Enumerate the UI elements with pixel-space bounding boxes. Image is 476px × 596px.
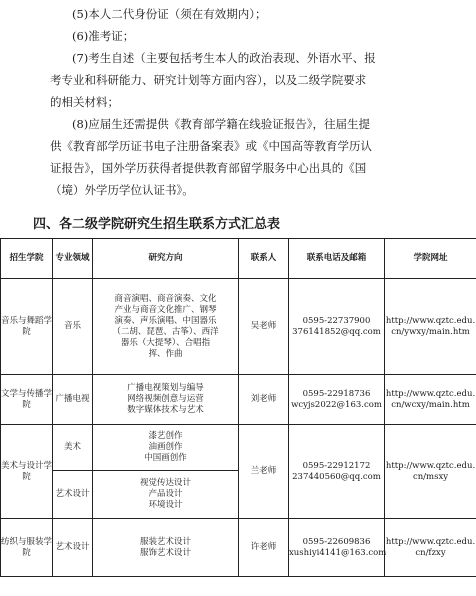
table-row	[1, 279, 476, 375]
header-contact: 联系人	[239, 239, 289, 279]
item-5: (5)本人二代身份证（须在有效期内）；	[72, 7, 267, 21]
phone-email-cell	[289, 279, 385, 375]
phone-number: 0595-22609836	[302, 536, 371, 547]
direction-line: 环境设计	[148, 500, 183, 510]
contact-cell: 许老师	[239, 519, 289, 577]
direction-line: 器乐（大提琴）、合唱指	[120, 337, 211, 348]
contact-table	[0, 238, 476, 577]
header-website: 学院网址	[385, 239, 476, 279]
direction-line: 油画创作	[148, 442, 183, 452]
contact-cell: 吴老师	[239, 279, 289, 375]
phone-number: 0595-22918736	[302, 388, 371, 399]
direction-line: 产业与商音文化推广、钢琴	[114, 304, 217, 315]
phone-number: 0595-22912172	[302, 460, 371, 471]
email-link[interactable]: wcyjs2022@163.com	[291, 399, 382, 410]
item-6: (6)准考证；	[72, 29, 135, 43]
table-row	[1, 519, 476, 577]
header-direction: 研究方向	[93, 239, 239, 279]
direction-cell	[93, 471, 239, 519]
contact-cell: 刘老师	[239, 375, 289, 425]
phone-email-cell	[289, 519, 385, 577]
item-7-line-3: 的相关材料；	[50, 95, 119, 109]
college-cell: 音乐与舞蹈学院	[1, 279, 53, 375]
direction-cell	[93, 519, 239, 577]
direction-line: 广播电视策划与编导	[127, 383, 204, 393]
website-link[interactable]: http://www.qztc.edu.cn/wcxy/main.htm	[385, 375, 476, 425]
header-college: 招生学院	[1, 239, 53, 279]
direction-line: 演奏、声乐演唱、中国器乐	[114, 315, 217, 326]
email-link[interactable]: 376141852@qq.com	[292, 326, 381, 337]
direction-line: 产品设计	[148, 489, 183, 499]
direction-line: 视觉传达设计	[139, 478, 191, 488]
item-8-line-4: （境）外学历学位认证书》。	[50, 183, 194, 197]
direction-line: （二胡、琵琶、古筝）、西洋	[112, 326, 219, 337]
website-link[interactable]: http://www.qztc.edu.cn/fzxy	[385, 519, 476, 577]
table-header-row	[1, 239, 476, 279]
direction-line: 漆艺创作	[148, 431, 183, 441]
direction-cell	[93, 425, 239, 471]
header-field: 专业领域	[53, 239, 93, 279]
section-heading: 四、各二级学院研究生招生联系方式汇总表	[33, 217, 281, 232]
item-8-line-2: 供《教育部学历证书电子注册备案表》或《中国高等教育学历认	[50, 139, 372, 153]
requirements-list	[0, 4, 476, 200]
field-cell: 艺术设计	[53, 519, 93, 577]
direction-line: 商音演唱、商音演奏、文化	[114, 293, 217, 304]
table-row	[1, 375, 476, 425]
direction-line: 服装艺术设计	[139, 536, 191, 547]
header-phone-email: 联系电话及邮箱	[289, 239, 385, 279]
phone-email-cell	[289, 425, 385, 519]
website-link[interactable]: http://www.qztc.edu.cn/ywxy/main.htm	[385, 279, 476, 375]
item-7-line-2: 考专业和科研能力、研究计划等方面内容），以及二级学院要求	[50, 73, 367, 87]
direction-line: 挥、作曲	[148, 348, 183, 359]
email-link[interactable]: 237440560@qq.com	[292, 471, 381, 482]
direction-line: 服饰艺术设计	[139, 547, 191, 558]
item-8-line-1: (8)应届生还需提供《教育部学籍在线验证报告》，往届生提	[72, 117, 371, 131]
college-cell: 文学与传播学院	[1, 375, 53, 425]
email-link[interactable]: xushiyi4141@163.com	[289, 547, 387, 558]
contact-cell: 兰老师	[239, 425, 289, 519]
phone-number: 0595-22737900	[302, 315, 371, 326]
phone-email-cell	[289, 375, 385, 425]
direction-line: 中国画创作	[144, 453, 187, 463]
direction-line: 网络视频创意与运营	[127, 394, 204, 404]
college-cell: 美术与设计学院	[1, 425, 53, 519]
field-cell: 音乐	[53, 279, 93, 375]
website-link[interactable]: http://www.qztc.edu.cn/msxy	[385, 425, 476, 519]
field-cell: 美术	[53, 425, 93, 471]
table-row	[1, 425, 476, 471]
item-8-line-3: 证报告》，国外学历获得者提供教育部留学服务中心出具的《国	[50, 161, 367, 175]
field-cell: 艺术设计	[53, 471, 93, 519]
direction-cell	[93, 279, 239, 375]
item-7-line-1: (7)考生自述（主要包括考生本人的政治表现、外语水平、报	[72, 51, 376, 65]
direction-cell	[93, 375, 239, 425]
college-cell: 纺织与服装学院	[1, 519, 53, 577]
direction-line: 数字媒体技术与艺术	[127, 405, 204, 415]
field-cell: 广播电视	[53, 375, 93, 425]
